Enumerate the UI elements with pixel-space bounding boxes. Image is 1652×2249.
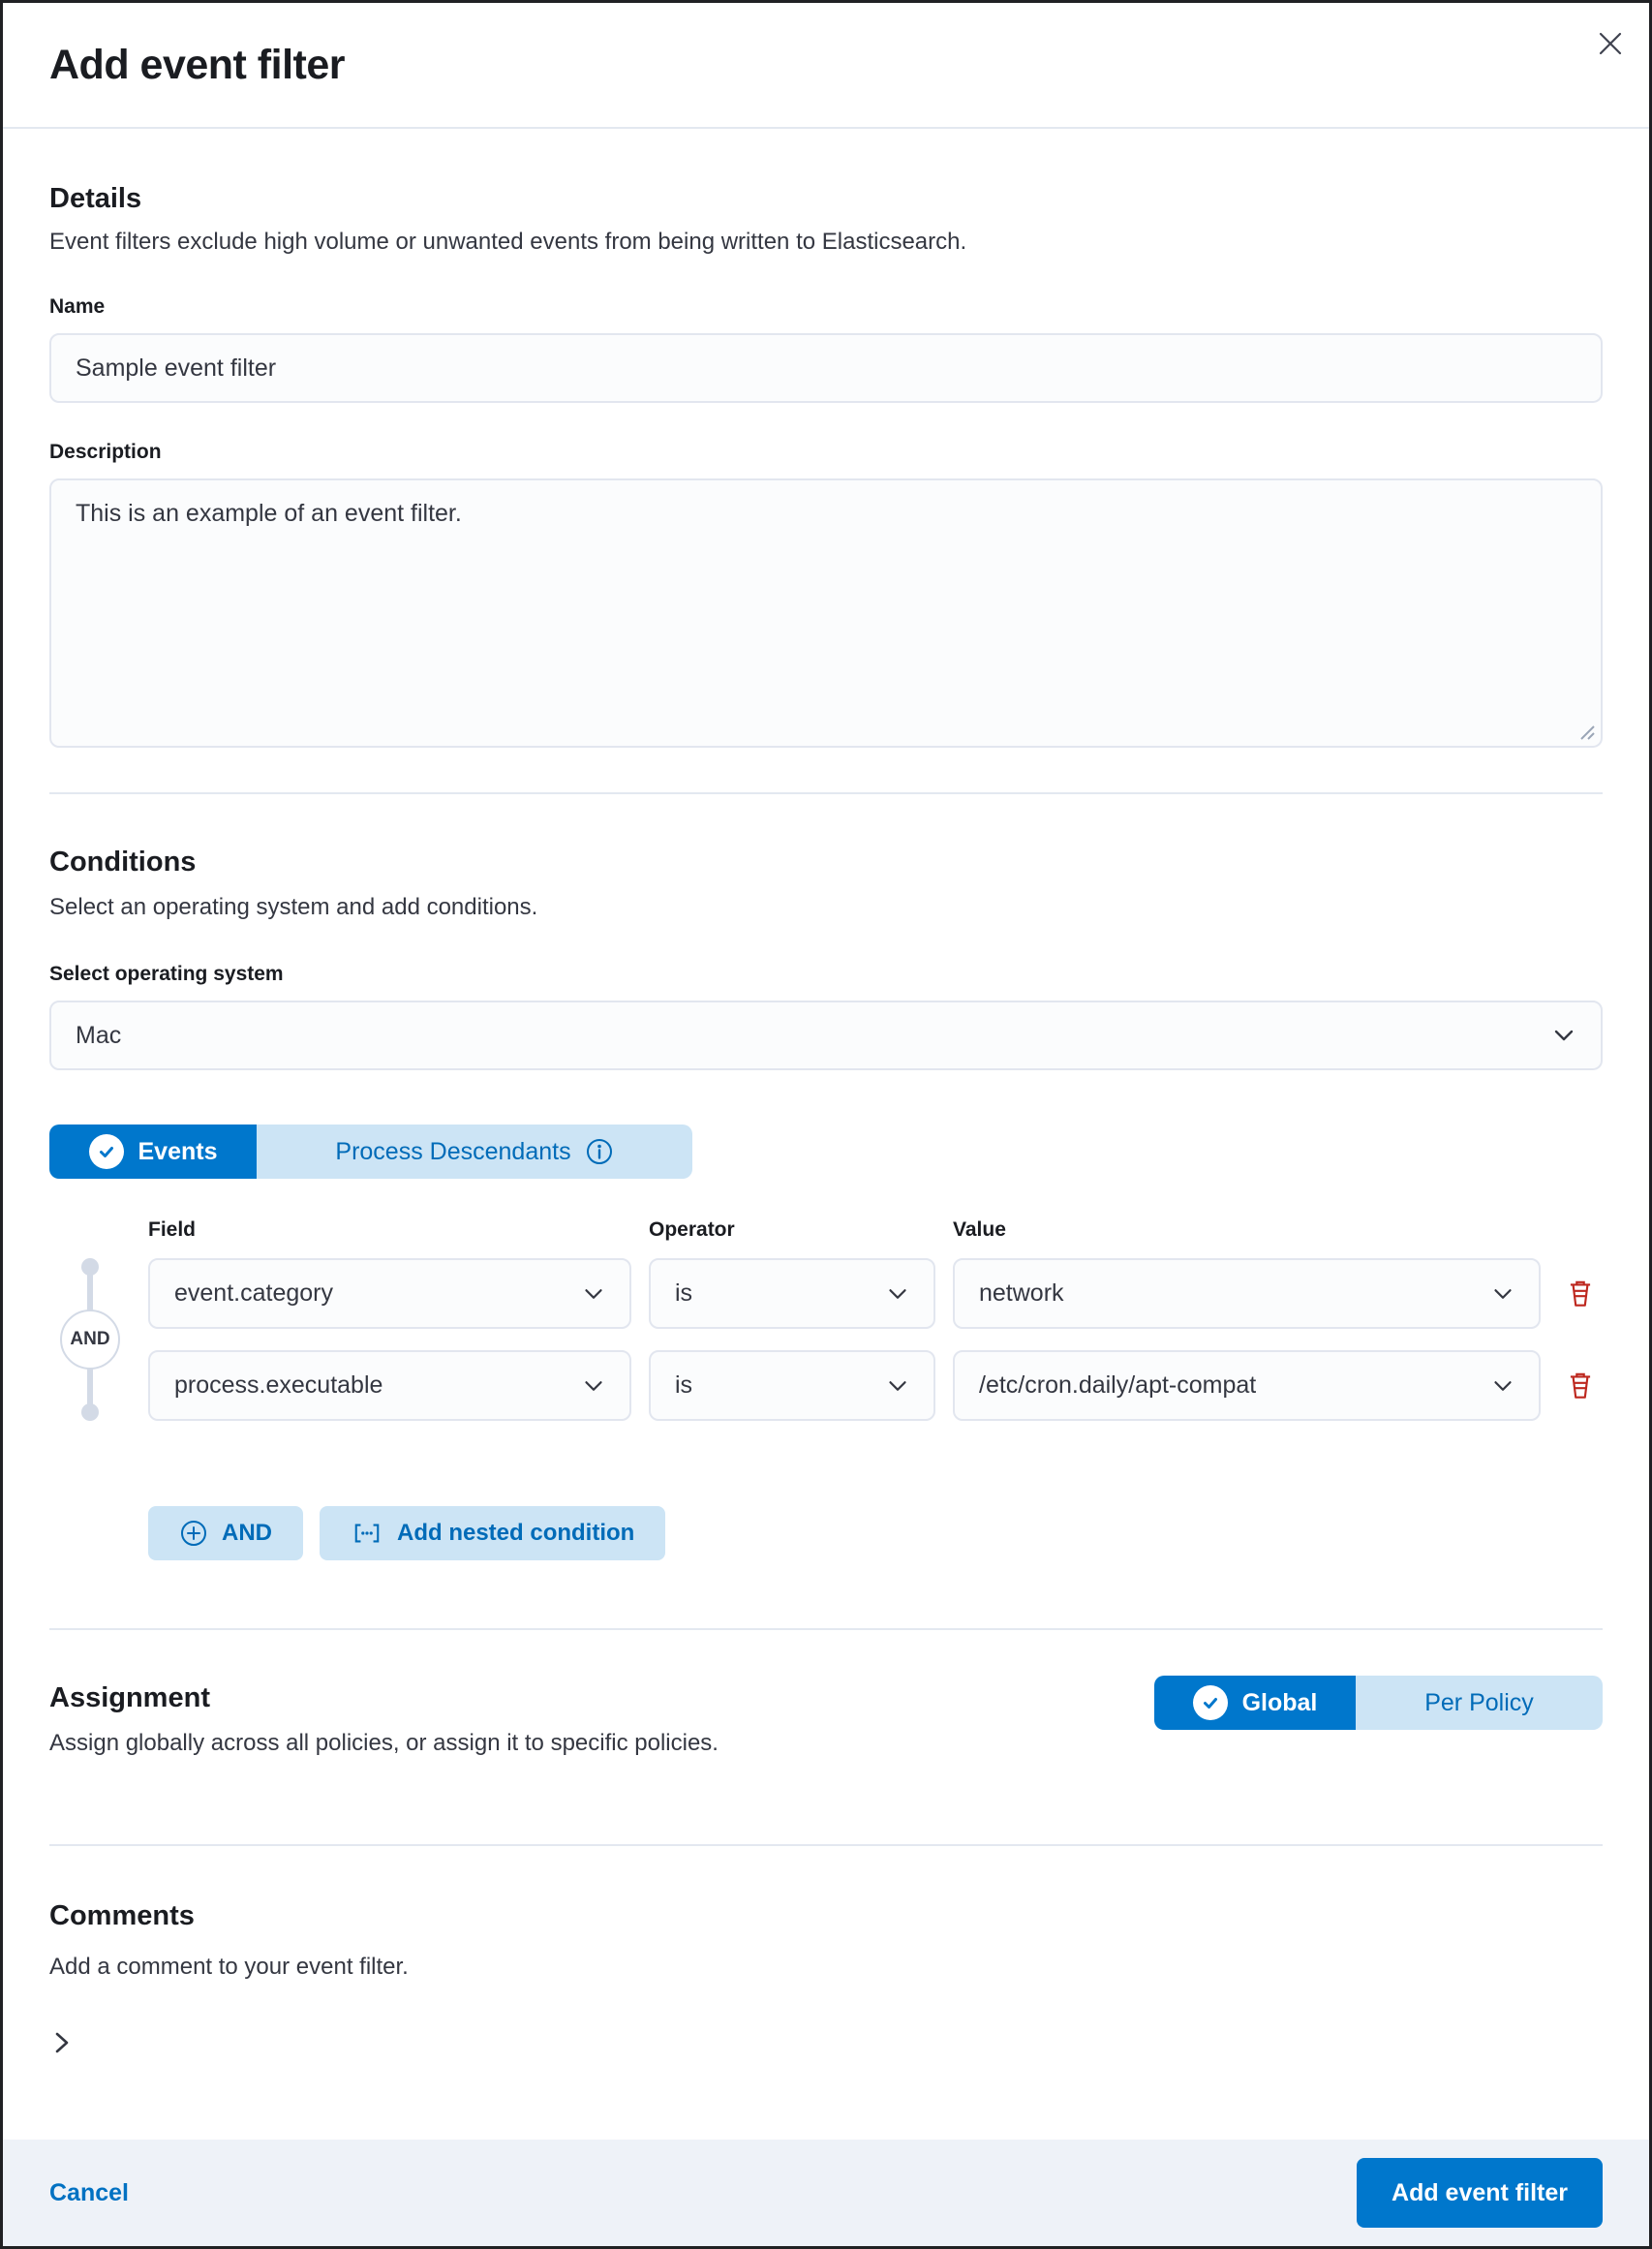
toggle-global-label: Global <box>1241 1688 1318 1716</box>
os-select[interactable] <box>49 1001 1603 1070</box>
value-select[interactable] <box>953 1350 1541 1421</box>
field-column-header: Field <box>148 1218 197 1241</box>
delete-condition-button[interactable] <box>1558 1272 1603 1316</box>
condition-row <box>148 1258 1603 1329</box>
add-nested-condition-button[interactable] <box>320 1506 665 1560</box>
plus-circle-icon <box>179 1519 208 1548</box>
value-select[interactable] <box>953 1258 1541 1329</box>
chevron-down-icon <box>883 1279 912 1309</box>
add-event-filter-button[interactable]: Add event filter <box>1357 2158 1603 2228</box>
chevron-down-icon <box>579 1279 608 1309</box>
section-divider <box>49 792 1603 794</box>
trash-icon <box>1564 1278 1597 1310</box>
modal-footer <box>3 2140 1649 2246</box>
name-input-value: Sample event filter <box>76 354 277 382</box>
toggle-global[interactable] <box>1154 1676 1356 1730</box>
modal-title: Add event filter <box>49 41 345 88</box>
add-nested-condition-label: Add nested condition <box>397 1520 635 1546</box>
value-column-header: Value <box>953 1218 1006 1241</box>
modal-body <box>3 181 1649 2062</box>
delete-condition-button[interactable] <box>1558 1364 1603 1408</box>
assignment-heading: Assignment <box>49 1682 210 1713</box>
tab-events-label: Events <box>138 1137 218 1165</box>
add-and-condition-button[interactable] <box>148 1506 303 1560</box>
and-connector-badge: AND <box>60 1309 120 1370</box>
os-select-value: Mac <box>76 1021 122 1049</box>
modal-header <box>3 3 1649 129</box>
condition-buttons <box>148 1506 1603 1560</box>
trash-icon <box>1564 1370 1597 1402</box>
comments-heading: Comments <box>49 1900 195 1931</box>
operator-select-value: is <box>675 1371 693 1399</box>
cancel-button[interactable]: Cancel <box>49 2178 129 2206</box>
details-description: Event filters exclude high volume or unwanted events from being written to Elasticsearch. <box>49 229 967 255</box>
chevron-down-icon <box>1488 1279 1517 1309</box>
condition-row <box>148 1350 1603 1421</box>
field-select-value: process.executable <box>174 1371 383 1399</box>
toggle-per-policy[interactable] <box>1356 1676 1603 1730</box>
name-input[interactable] <box>49 333 1603 403</box>
chevron-down-icon <box>1488 1371 1517 1401</box>
assignment-toggle-group <box>1154 1676 1603 1730</box>
toggle-per-policy-label: Per Policy <box>1424 1688 1534 1716</box>
field-select[interactable] <box>148 1350 631 1421</box>
close-button[interactable] <box>1585 18 1636 69</box>
condition-column-headers <box>148 1217 1603 1243</box>
check-icon <box>1193 1685 1228 1720</box>
connector-dot-bottom <box>81 1403 99 1421</box>
info-icon[interactable] <box>585 1137 614 1166</box>
add-and-condition-label: AND <box>222 1520 272 1546</box>
value-select-value: /etc/cron.daily/apt-compat <box>979 1371 1257 1399</box>
tab-process-descendants[interactable] <box>257 1124 692 1179</box>
conditions-subtitle: Select an operating system and add conditions. <box>49 894 538 920</box>
and-connector <box>70 1260 110 1419</box>
chevron-right-icon <box>49 2028 75 2057</box>
os-select-label: Select operating system <box>49 963 284 985</box>
tab-process-descendants-label: Process Descendants <box>335 1137 571 1165</box>
chevron-down-icon <box>579 1371 608 1401</box>
operator-column-header: Operator <box>649 1218 735 1241</box>
operator-select[interactable] <box>649 1258 935 1329</box>
comments-accordion-toggle[interactable] <box>49 2023 88 2062</box>
comments-subtitle: Add a comment to your event filter. <box>49 1954 409 1980</box>
operator-select[interactable] <box>649 1350 935 1421</box>
assignment-subtitle: Assign globally across all policies, or assign it to specific policies. <box>49 1730 719 1756</box>
assignment-text <box>49 1630 719 1759</box>
connector-dot-top <box>81 1258 99 1276</box>
operator-select-value: is <box>675 1279 693 1307</box>
check-icon <box>89 1134 124 1169</box>
conditions-heading: Conditions <box>49 847 197 878</box>
description-textarea-value: This is an example of an event filter. <box>76 500 462 527</box>
close-icon <box>1598 31 1623 56</box>
value-select-value: network <box>979 1279 1064 1307</box>
condition-builder <box>49 1217 1603 1560</box>
field-select[interactable] <box>148 1258 631 1329</box>
chevron-down-icon <box>1548 1020 1579 1051</box>
textarea-resize-handle[interactable] <box>1576 722 1596 741</box>
description-label: Description <box>49 441 162 463</box>
description-textarea[interactable] <box>49 478 1603 748</box>
section-divider <box>49 1844 1603 1846</box>
condition-rows <box>70 1258 1603 1421</box>
tab-events[interactable] <box>49 1124 257 1179</box>
condition-type-tabs <box>49 1124 692 1179</box>
field-select-value: event.category <box>174 1279 333 1307</box>
nested-condition-icon <box>351 1519 383 1548</box>
name-label: Name <box>49 295 106 318</box>
chevron-down-icon <box>883 1371 912 1401</box>
assignment-section <box>49 1630 1603 1759</box>
details-heading: Details <box>49 183 142 214</box>
